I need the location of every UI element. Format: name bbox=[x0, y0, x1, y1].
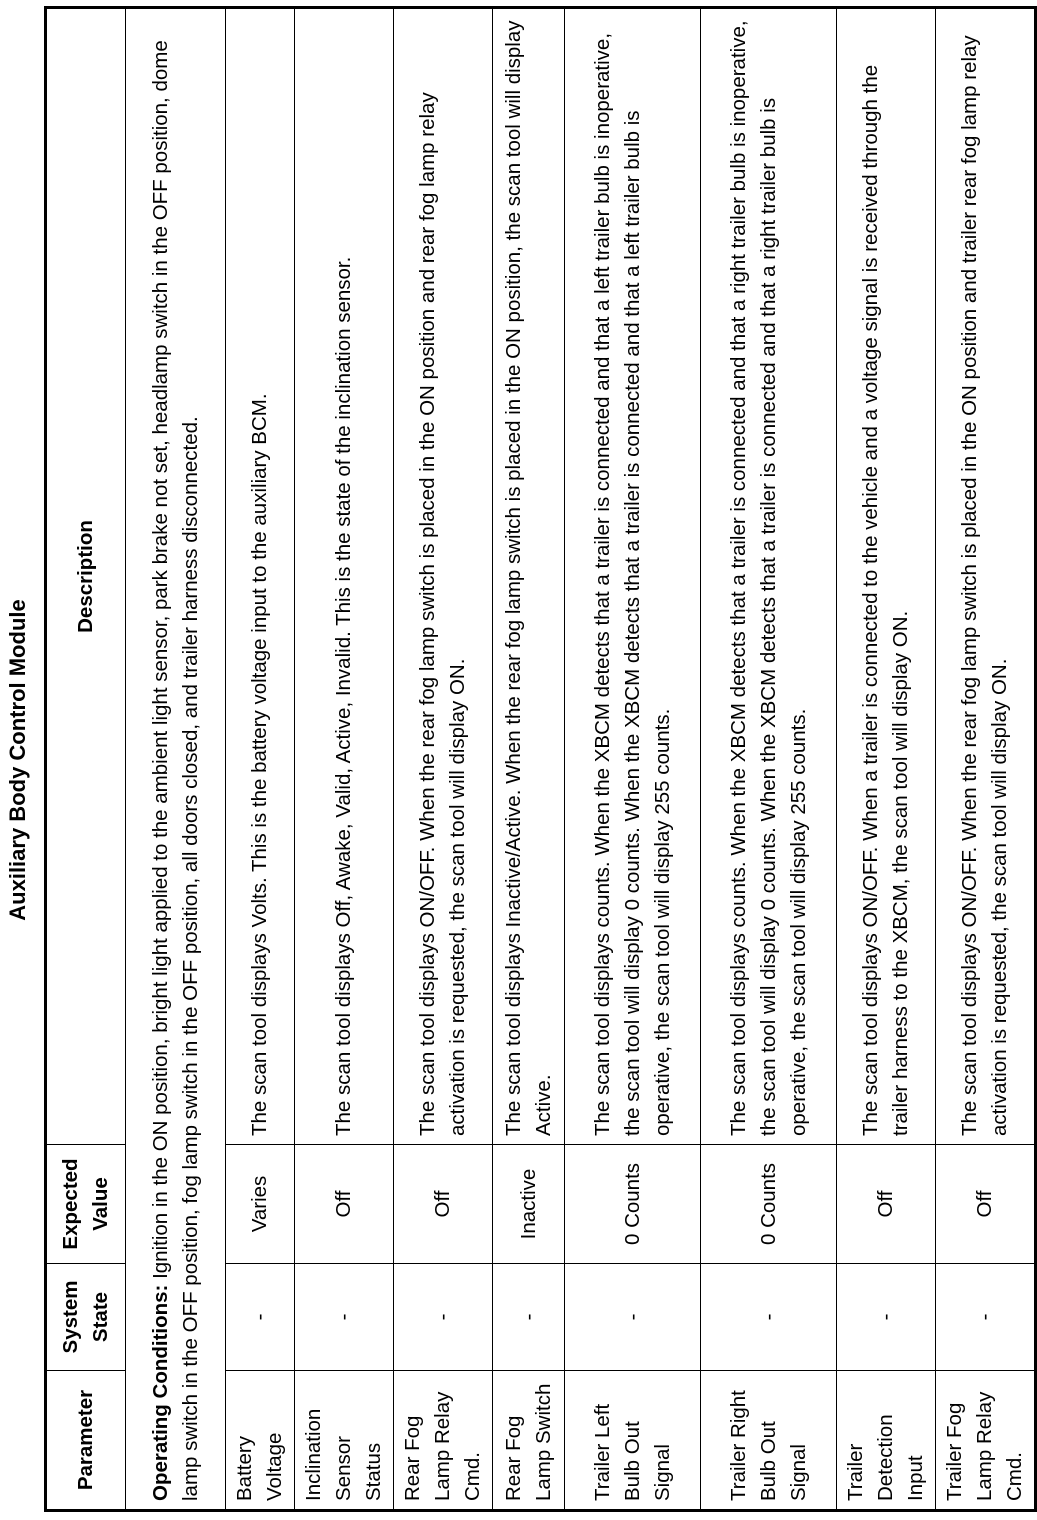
cell-parameter: Trailer Fog Lamp Relay Cmd. bbox=[936, 1371, 1036, 1511]
cell-description: The scan tool displays counts. When the XBCM detects that a trailer is connected and that a left trailer bulb is inoperative, the scan tool will display 0 counts. When the XBCM detects that a trailer is connected and that a left trailer bulb is operative, the scan tool will display 255 counts. bbox=[565, 8, 701, 1145]
cell-parameter: Trailer Left Bulb Out Signal bbox=[565, 1371, 701, 1511]
cell-system-state: - bbox=[493, 1264, 565, 1371]
cell-description: The scan tool displays Inactive/Active. When the rear fog lamp switch is placed in the ON position, the scan tool will display Active. bbox=[493, 8, 565, 1145]
cell-description: The scan tool displays ON/OFF. When a trailer is connected to the vehicle and a voltage signal is received through the trailer harness to the XBCM, the scan tool will display ON. bbox=[837, 8, 936, 1145]
cell-system-state: - bbox=[701, 1264, 837, 1371]
cell-system-state: - bbox=[394, 1264, 493, 1371]
header-expected-value bbox=[46, 1145, 126, 1264]
table-row bbox=[936, 8, 1036, 1511]
header-expected-value-line2: Value bbox=[89, 1177, 112, 1231]
table-row bbox=[295, 8, 394, 1511]
cell-description: The scan tool displays Volts. This is the battery voltage input to the auxiliary BCM. bbox=[226, 8, 295, 1145]
table-row bbox=[565, 8, 701, 1511]
page-title: Auxiliary Body Control Module bbox=[5, 599, 30, 921]
cell-description: The scan tool displays Off, Awake, Valid, Active, Invalid. This is the state of the inclination sensor. bbox=[295, 8, 394, 1145]
cell-expected-value: 0 Counts bbox=[565, 1145, 701, 1264]
cell-parameter: Rear Fog Lamp Relay Cmd. bbox=[394, 1371, 493, 1511]
cell-expected-value: Off bbox=[837, 1145, 936, 1264]
header-system-state-line1: System bbox=[59, 1280, 82, 1354]
cell-system-state: - bbox=[565, 1264, 701, 1371]
cell-description: The scan tool displays ON/OFF. When the rear fog lamp switch is placed in the ON position and rear fog lamp relay activation is requested, the scan tool will display ON. bbox=[394, 8, 493, 1145]
cell-system-state: - bbox=[295, 1264, 394, 1371]
cell-system-state: - bbox=[226, 1264, 295, 1371]
cell-parameter: Battery Voltage bbox=[226, 1371, 295, 1511]
cell-parameter: Rear Fog Lamp Switch bbox=[493, 1371, 565, 1511]
operating-conditions-row bbox=[126, 8, 226, 1511]
operating-conditions-text: Ignition in the ON position, bright light applied to the ambient light sensor, park brake not set, headlamp switch in the OFF position, dome lamp switch in the OFF position, fog lamp switch in the OFF position, all doors closed, and trailer harness disconnected. bbox=[148, 40, 202, 1501]
cell-expected-value: Off bbox=[295, 1145, 394, 1264]
cell-parameter: Trailer Right Bulb Out Signal bbox=[701, 1371, 837, 1511]
cell-description: The scan tool displays ON/OFF. When the rear fog lamp switch is placed in the ON position and trailer rear fog lamp relay activation is requested, the scan tool will display ON. bbox=[936, 8, 1036, 1145]
cell-expected-value: Off bbox=[936, 1145, 1036, 1264]
table-row bbox=[493, 8, 565, 1511]
cell-parameter: Inclination Sensor Status bbox=[295, 1371, 394, 1511]
operating-conditions bbox=[126, 8, 226, 1511]
cell-expected-value: Inactive bbox=[493, 1145, 565, 1264]
cell-expected-value: Varies bbox=[226, 1145, 295, 1264]
table-row bbox=[701, 8, 837, 1511]
cell-expected-value: 0 Counts bbox=[701, 1145, 837, 1264]
header-parameter: Parameter bbox=[46, 1371, 126, 1511]
header-system-state bbox=[46, 1264, 126, 1371]
table-row bbox=[226, 8, 295, 1511]
cell-system-state: - bbox=[936, 1264, 1036, 1371]
header-system-state-line2: State bbox=[89, 1291, 112, 1343]
header-description: Description bbox=[46, 8, 126, 1145]
parameter-table bbox=[44, 6, 1037, 1512]
operating-conditions-label: Operating Conditions: bbox=[148, 1284, 172, 1501]
cell-parameter: Trailer Detection Input bbox=[837, 1371, 936, 1511]
table-row bbox=[394, 8, 493, 1511]
header-expected-value-line1: Expected bbox=[59, 1158, 82, 1250]
cell-description: The scan tool displays counts. When the XBCM detects that a trailer is connected and that a right trailer bulb is inoperative, the scan tool will display 0 counts. When the XBCM detects that a trailer is connected and that a right trailer bulb is operative, the scan tool will display 255 counts. bbox=[701, 8, 837, 1145]
cell-system-state: - bbox=[837, 1264, 936, 1371]
header-row bbox=[46, 8, 126, 1511]
table-row bbox=[837, 8, 936, 1511]
cell-expected-value: Off bbox=[394, 1145, 493, 1264]
